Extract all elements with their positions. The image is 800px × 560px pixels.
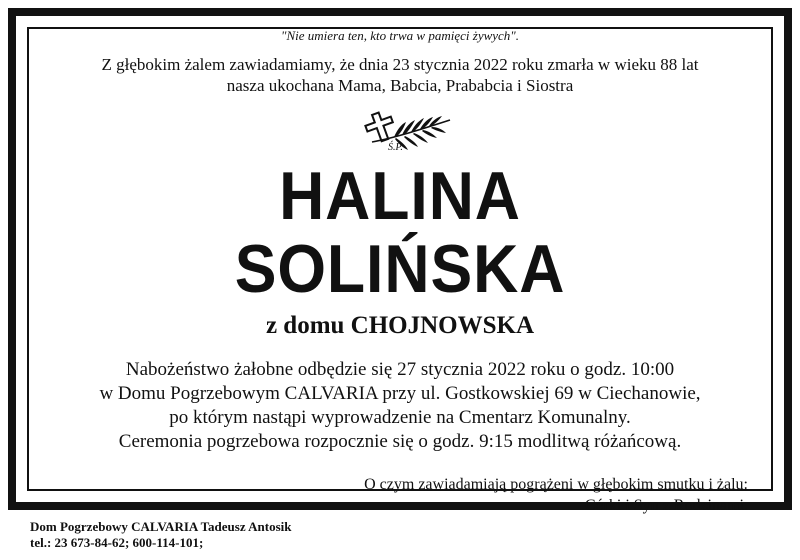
- intro-line: nasza ukochana Mama, Babcia, Prababcia i Siostra: [226, 76, 574, 95]
- last-name: SOLIŃSKA: [234, 231, 566, 307]
- ceremony-line: po którym nastąpi wyprowadzenie na Cmentarz Komunalny.: [169, 407, 631, 428]
- cross-with-palm-branch-icon: [354, 108, 454, 152]
- ceremony-line: Nabożeństwo żałobne odbędzie się 27 stycznia 2022 roku o godz. 10:00: [125, 359, 675, 380]
- funeral-home-phone: tel.: 23 673-84-62; 600-114-101;: [30, 535, 204, 550]
- first-name: HALINA: [279, 158, 521, 234]
- maiden-name: z domu CHOJNOWSKA: [265, 312, 535, 339]
- closing-line: Córki i Syn z Rodzinami.: [584, 497, 748, 514]
- funeral-home-name: Dom Pogrzebowy CALVARIA Tadeusz Antosik: [30, 519, 292, 534]
- closing-text: [364, 474, 748, 516]
- closing-line: O czym zawiadamiają pogrążeni w głębokim smutku i żalu:: [364, 476, 748, 493]
- ceremony-details: [16, 358, 784, 454]
- obituary-frame: [8, 8, 792, 514]
- sp-label: Ś.P.: [388, 142, 403, 153]
- intro-line: Z głębokim żalem zawiadamiamy, że dnia 23 stycznia 2022 roku zmarła w wieku 88 lat: [101, 55, 699, 74]
- funeral-home-footer: [30, 519, 292, 551]
- ceremony-line: Ceremonia pogrzebowa rozpocznie się o godz. 9:15 modlitwą różańcową.: [118, 431, 682, 452]
- motto-quote: "Nie umiera ten, kto trwa w pamięci żywych".: [280, 28, 520, 43]
- ceremony-line: w Domu Pogrzebowym CALVARIA przy ul. Gostkowskiej 69 w Ciechanowie,: [99, 383, 701, 404]
- intro-text: [16, 54, 784, 96]
